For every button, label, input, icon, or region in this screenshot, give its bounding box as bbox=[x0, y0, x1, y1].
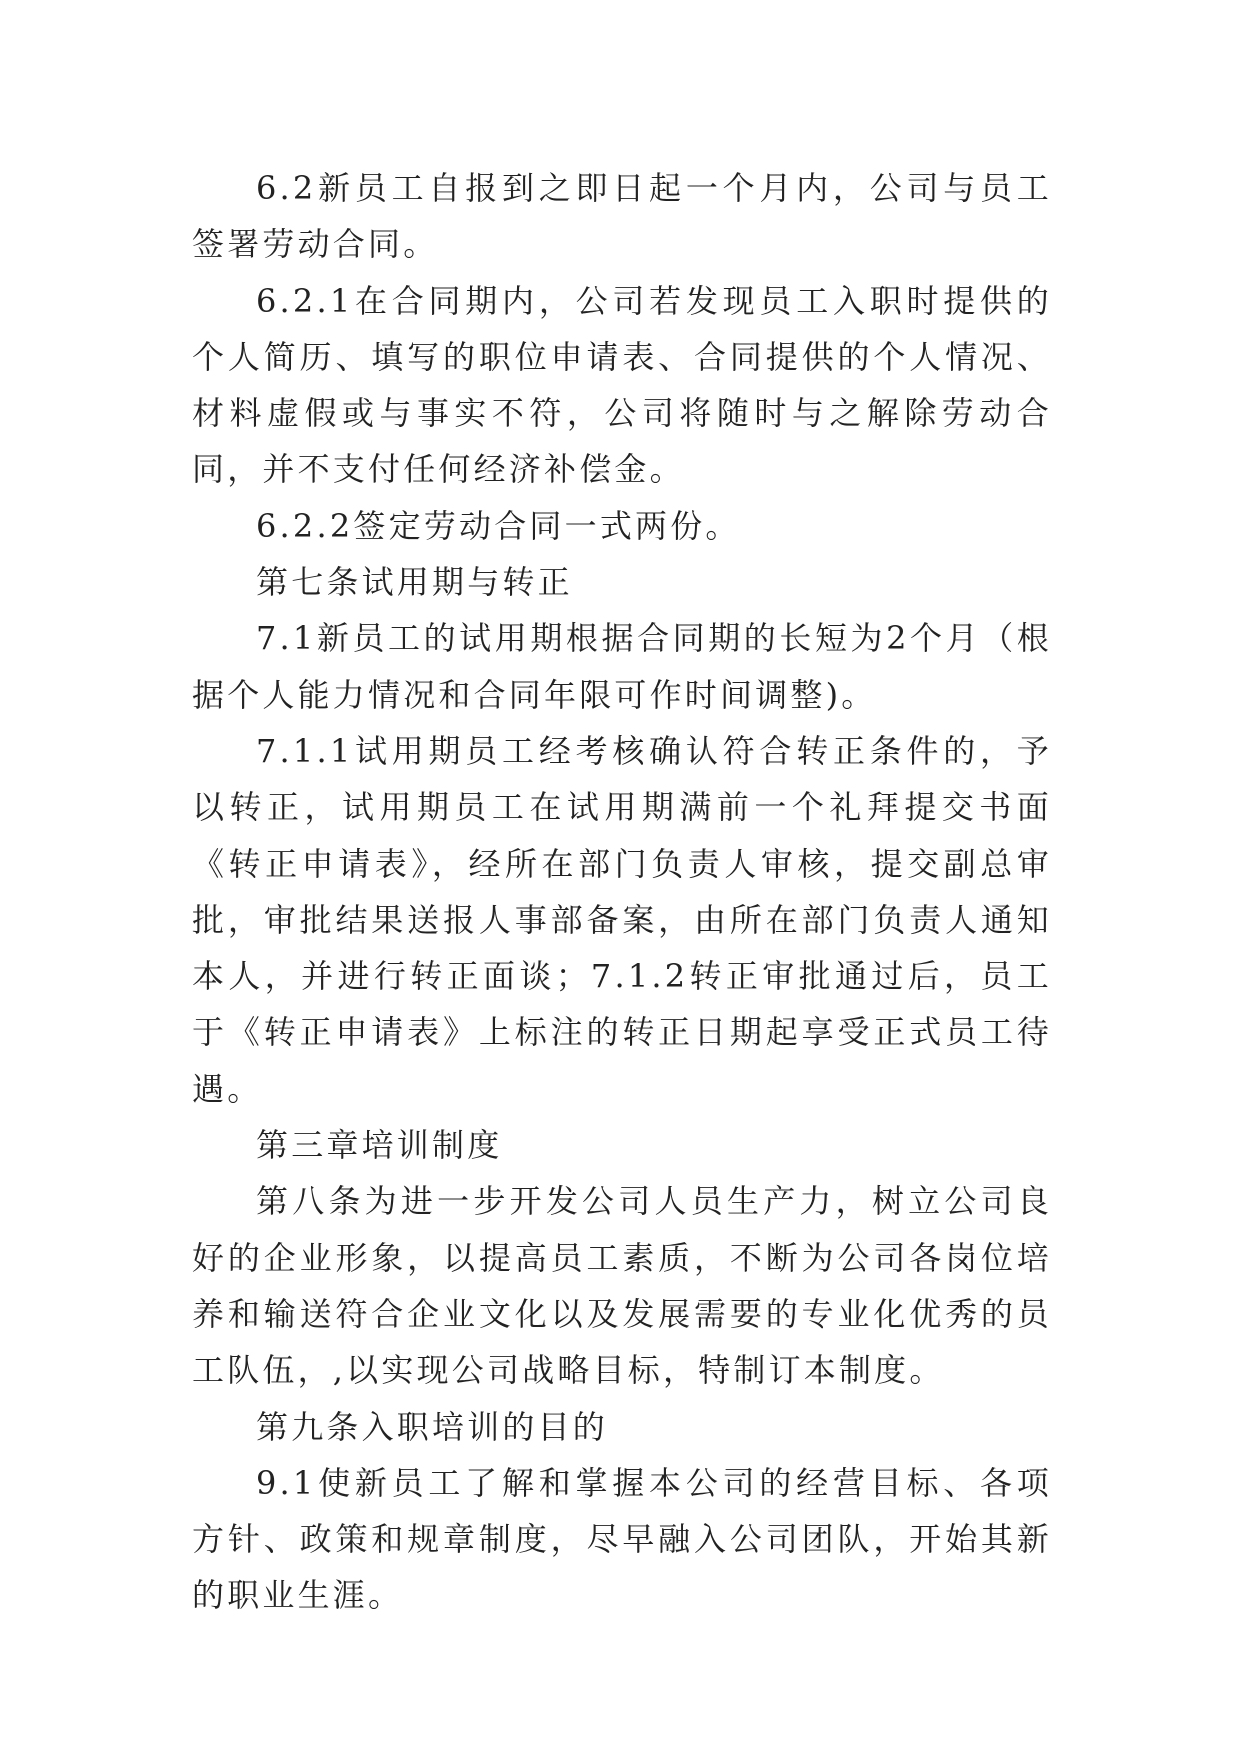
paragraph-6-2: 6.2新员工自报到之即日起一个月内，公司与员工签署劳动合同。 bbox=[192, 169, 1052, 264]
paragraph-7-1-1: 7.1.1试用期员工经考核确认符合转正条件的，予以转正，试用期员工在试用期满前一个礼拜提交书面《转正申请表》，经所在部门负责人审核，提交副总审批，审批结果送报人事部备案，由所在部门负责人通知本人，并进行转正面谈；7.1.2转正审批通过后，员工于《转正申请表》上标注的转正日期起享受正式员工待遇。 bbox=[192, 731, 1052, 1108]
paragraph-6-2-2: 6.2.2签定劳动合同一式两份。 bbox=[256, 506, 741, 545]
heading-article-7: 第七条试用期与转正 bbox=[256, 563, 573, 602]
heading-chapter-3: 第三章培训制度 bbox=[256, 1126, 503, 1165]
paragraph-7-1: 7.1新员工的试用期根据合同期的长短为2个月（根据个人能力情况和合同年限可作时间调整)。 bbox=[192, 619, 1052, 714]
paragraph-article-8: 第八条为进一步开发公司人员生产力，树立公司良好的企业形象，以提高员工素质，不断为公司各岗位培养和输送符合企业文化以及发展需要的专业化优秀的员工队伍，,以实现公司战略目标，特制订本制度。 bbox=[192, 1182, 1052, 1390]
document-body bbox=[192, 160, 1052, 1624]
paragraph-6-2-1: 6.2.1在合同期内，公司若发现员工入职时提供的个人简历、填写的职位申请表、合同提供的个人情况、材料虚假或与事实不符，公司将随时与之解除劳动合同，并不支付任何经济补偿金。 bbox=[192, 281, 1052, 489]
paragraph-9-1: 9.1使新员工了解和掌握本公司的经营目标、各项方针、政策和规章制度，尽早融入公司团队，开始其新的职业生涯。 bbox=[192, 1463, 1052, 1615]
heading-article-9: 第九条入职培训的目的 bbox=[256, 1407, 609, 1446]
